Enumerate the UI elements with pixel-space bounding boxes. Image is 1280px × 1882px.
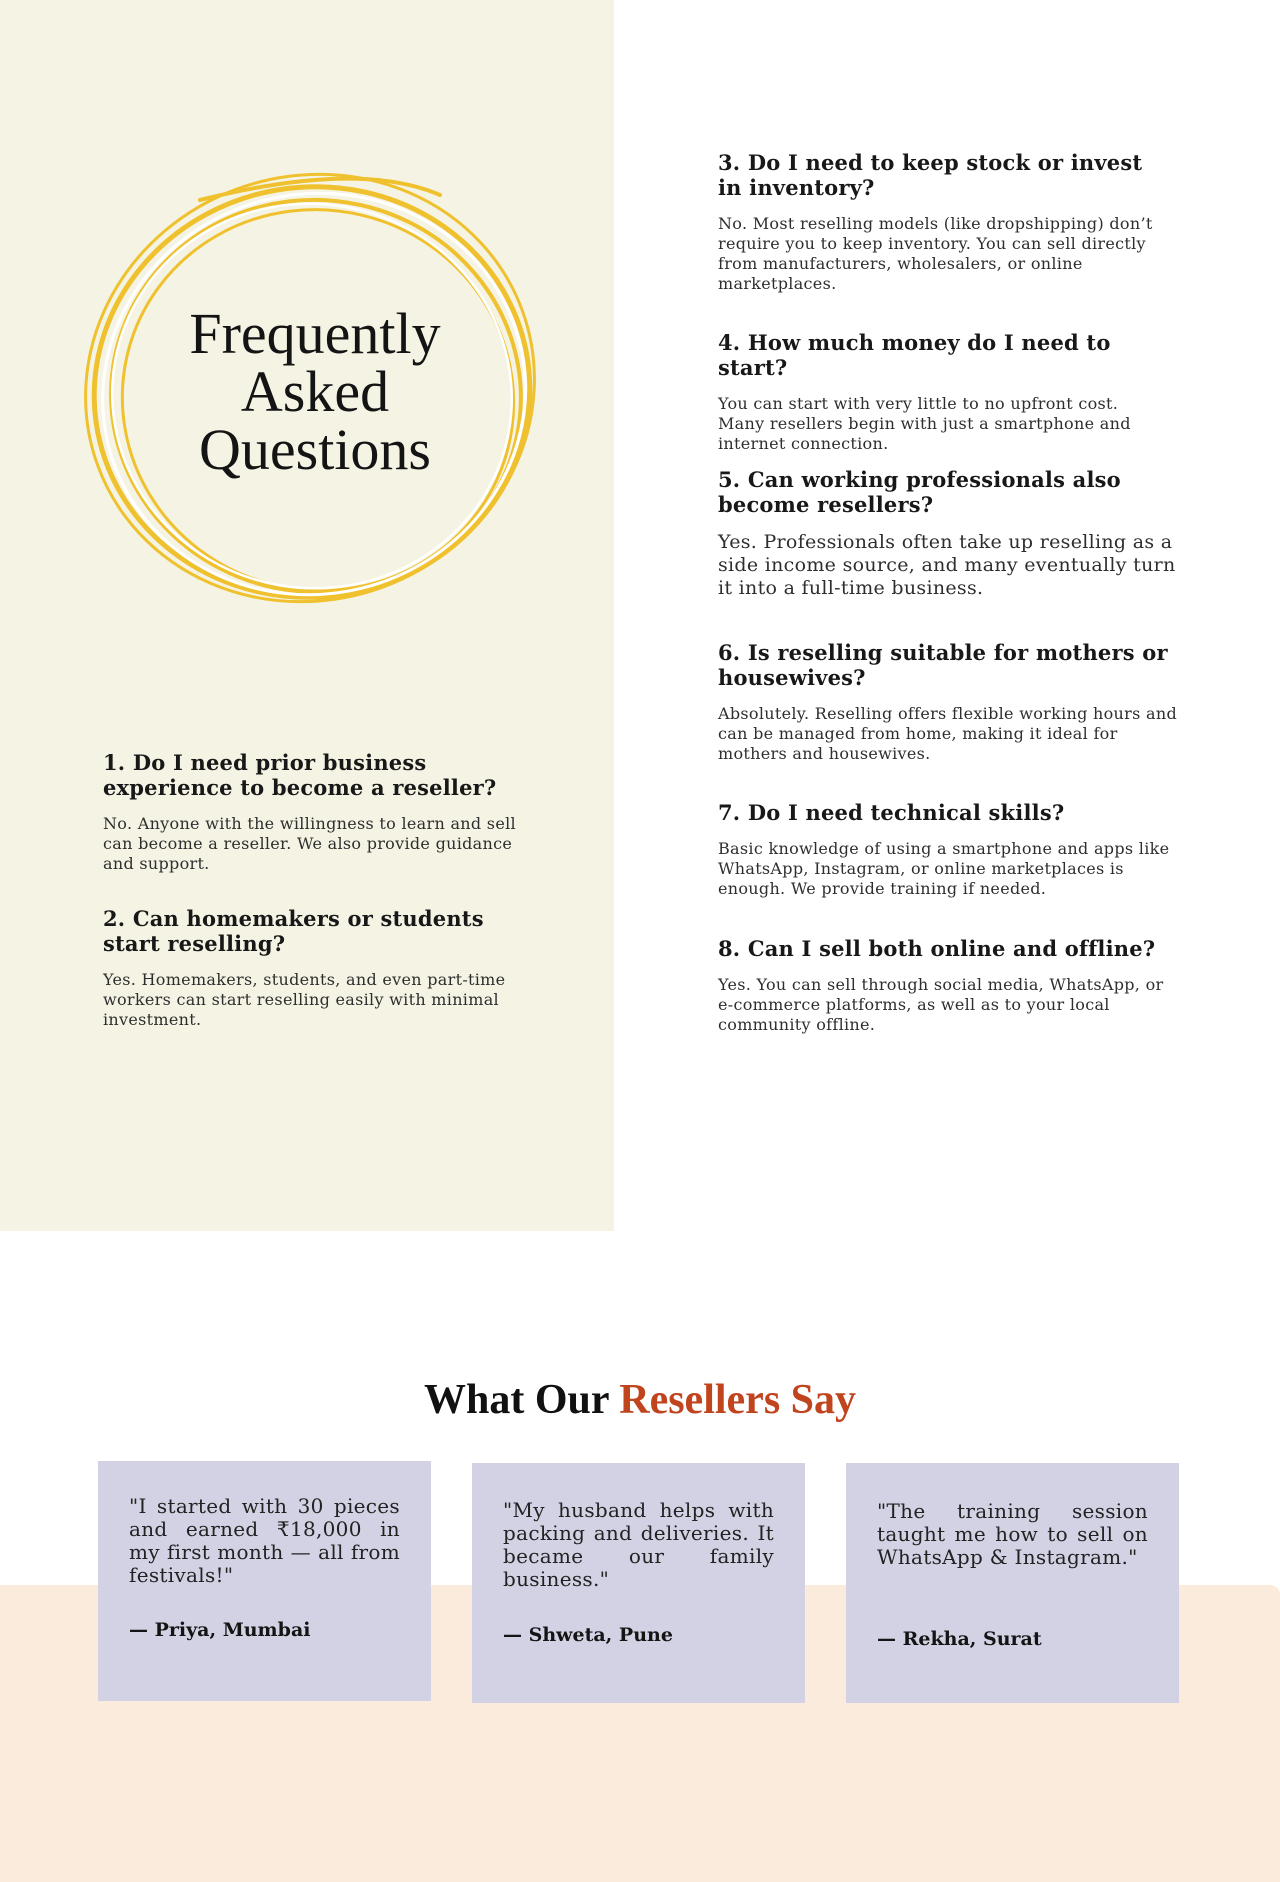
testimonial-author: — Rekha, Surat	[877, 1628, 1042, 1650]
testimonials-heading	[0, 1375, 1280, 1425]
page-title	[80, 301, 550, 482]
faq-item-3	[718, 150, 1168, 294]
faq-answer: No. Most reselling models (like dropshipping) don’t require you to keep inventory. You can sell directly from manufacturers, wholesalers, or online marketplaces.	[718, 214, 1153, 293]
faq-question: 7. Do I need technical skills?	[718, 800, 1065, 825]
testimonial-card-rekha	[846, 1463, 1179, 1703]
faq-answer: Yes. You can sell through social media, WhatsApp, or e-commerce platforms, as well as to your local community offline.	[718, 975, 1164, 1034]
title-line: Frequently	[189, 301, 441, 366]
testimonial-card-priya	[98, 1461, 431, 1701]
testimonial-card-shweta	[472, 1463, 805, 1703]
title-line: Questions	[199, 417, 431, 482]
faq-question: 1. Do I need prior business experience to become a reseller?	[103, 750, 497, 800]
faq-question: 2. Can homemakers or students start reselling?	[103, 906, 484, 956]
testimonial-author: — Shweta, Pune	[503, 1624, 673, 1646]
faq-item-1	[103, 750, 523, 874]
faq-answer: Yes. Homemakers, students, and even part-time workers can start reselling easily with minimal investment.	[103, 970, 506, 1029]
faq-question: 6. Is reselling suitable for mothers or housewives?	[718, 640, 1168, 690]
faq-question: 4. How much money do I need to start?	[718, 330, 1111, 380]
testimonial-quote: "The training session taught me how to sell on WhatsApp & Instagram."	[877, 1499, 1148, 1569]
faq-item-5	[718, 467, 1178, 600]
faq-answer: Yes. Professionals often take up reselling as a side income source, and many eventually turn it into a full-time business.	[718, 531, 1176, 599]
faq-item-2	[103, 906, 523, 1030]
faq-question: 5. Can working professionals also become resellers?	[718, 467, 1121, 517]
testimonial-quote: "My husband helps with packing and deliveries. It became our family business."	[503, 1498, 774, 1591]
faq-title-badge	[80, 170, 550, 620]
faq-answer: Absolutely. Reselling offers flexible working hours and can be managed from home, making it ideal for mothers and housewives.	[718, 704, 1177, 763]
faq-item-6	[718, 640, 1178, 764]
heading-prefix: What Our	[423, 1376, 609, 1423]
faq-answer: You can start with very little to no upfront cost. Many resellers begin with just a smartphone and internet connection.	[718, 394, 1131, 453]
title-line: Asked	[240, 359, 390, 424]
testimonial-quote: "I started with 30 pieces and earned ₹18,000 in my first month — all from festivals!"	[129, 1494, 400, 1587]
faq-item-4	[718, 330, 1168, 454]
faq-answer: No. Anyone with the willingness to learn and sell can become a reseller. We also provide guidance and support.	[103, 814, 516, 873]
testimonial-author: — Priya, Mumbai	[129, 1619, 311, 1641]
faq-item-7	[718, 800, 1178, 899]
faq-item-8	[718, 936, 1178, 1035]
faq-question: 8. Can I sell both online and offline?	[718, 936, 1156, 961]
faq-question: 3. Do I need to keep stock or invest in inventory?	[718, 150, 1143, 200]
faq-answer: Basic knowledge of using a smartphone and apps like WhatsApp, Instagram, or online marketplaces is enough. We provide training if needed.	[718, 839, 1170, 898]
heading-accent: Resellers Say	[619, 1376, 857, 1423]
